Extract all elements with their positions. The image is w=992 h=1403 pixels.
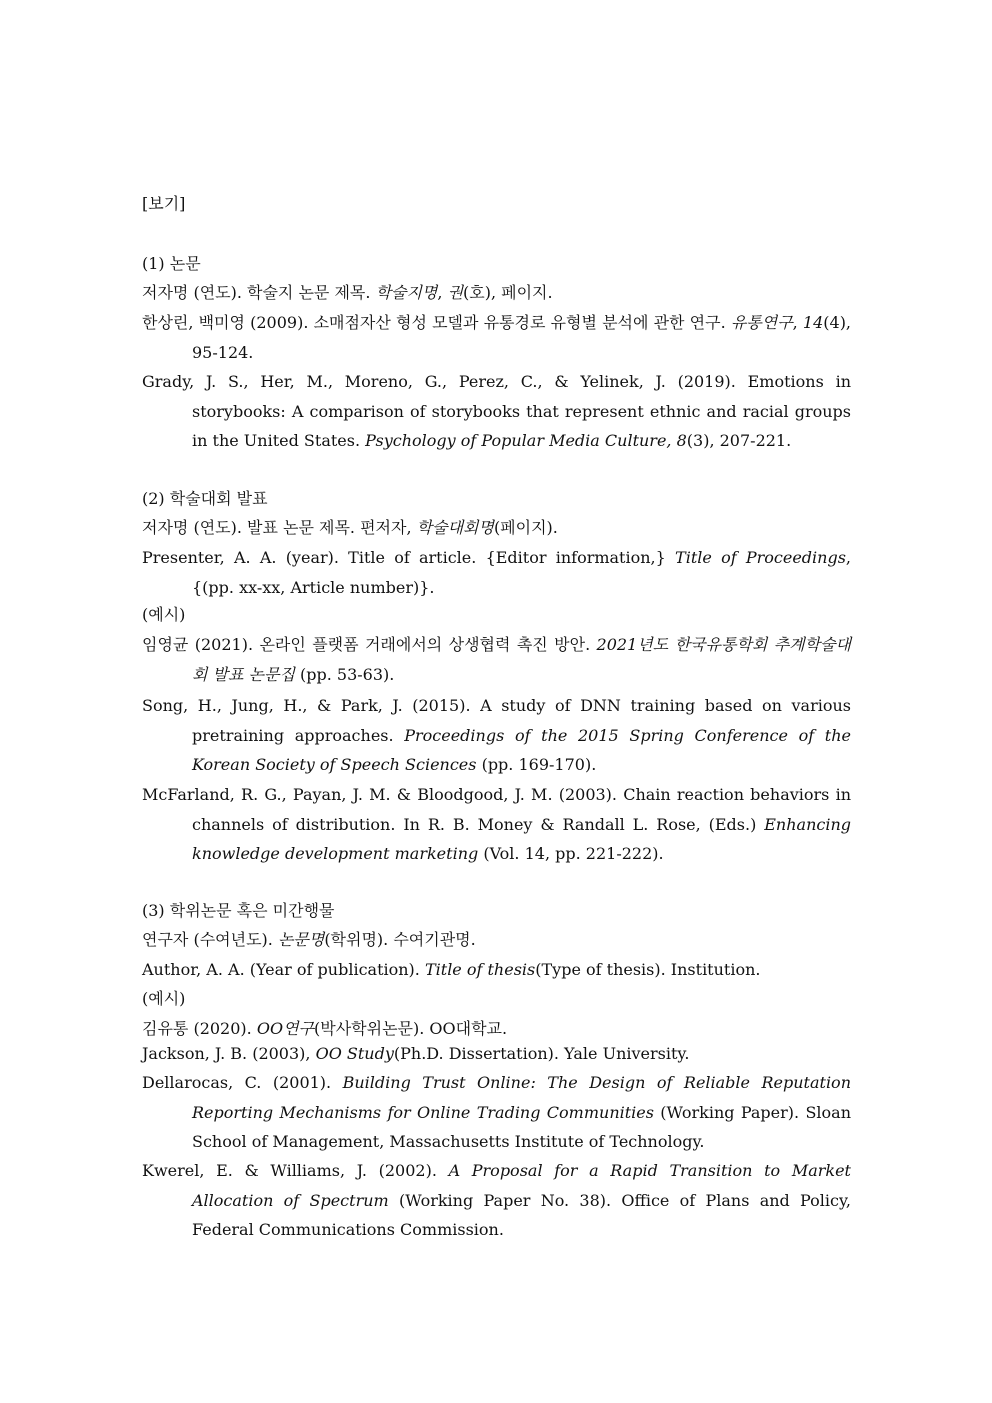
bogi-label: [보기] (142, 194, 186, 213)
section-3-heading: (3) 학위논문 혹은 미간행물 (142, 901, 335, 920)
section-3-format-en: Author, A. A. (Year of publication). Title of thesis(Type of thesis). Institution. (142, 960, 761, 979)
section-2-format-en: Presenter, A. A. (year). Title of article. {Editor information,} Title of Proceedings, {(pp. xx-xx, Article number)}. (142, 548, 852, 597)
example-label: (예시) (142, 605, 186, 624)
section-3-format: 연구자 (수여년도). 논문명(학위명). 수여기관명. (142, 930, 476, 949)
reference-entry: Dellarocas, C. (2001). Building Trust Online: The Design of Reliable Reputation Reporting Mechanisms for Online Trading Communities (Working Paper). Sloan School of Management, Massachusetts Institute of Technology. (142, 1073, 851, 1151)
reference-entry: Jackson, J. B. (2003), OO Study(Ph.D. Dissertation). Yale University. (142, 1044, 690, 1063)
section-1-heading: (1) 논문 (142, 254, 201, 273)
reference-entry: Grady, J. S., Her, M., Moreno, G., Perez, C., & Yelinek, J. (2019). Emotions in storybooks: A comparison of storybooks that represent ethnic and racial groups in the United States. Psychology of Popular Media Culture, 8(3), 207-221. (142, 372, 851, 450)
reference-entry: 김유통 (2020). OO연구(박사학위논문). OO대학교. (142, 1019, 508, 1038)
reference-entry: Song, H., Jung, H., & Park, J. (2015). A study of DNN training based on various pretraining approaches. Proceedings of the 2015 Spring Conference of the Korean Society of Speech Sciences (pp. 169-170). (142, 696, 851, 774)
section-1-format: 저자명 (연도). 학술지 논문 제목. 학술지명, 권(호), 페이지. (142, 283, 553, 302)
reference-entry: 한상린, 백미영 (2009). 소매점자산 형성 모델과 유통경로 유형별 분석에 관한 연구. 유통연구, 14(4), 95-124. (142, 313, 852, 362)
reference-entry: Kwerel, E. & Williams, J. (2002). A Proposal for a Rapid Transition to Market Allocation of Spectrum (Working Paper No. 38). Office of Plans and Policy, Federal Communications Commission. (142, 1161, 852, 1239)
section-2-format: 저자명 (연도). 발표 논문 제목. 편저자, 학술대회명(페이지). (142, 518, 558, 537)
example-label: (예시) (142, 989, 186, 1008)
reference-entry: 임영균 (2021). 온라인 플랫폼 거래에서의 상생협력 촉진 방안. 2021년도 한국유통학회 추계학술대회 발표 논문집 (pp. 53-63). (142, 635, 851, 684)
section-2-heading: (2) 학술대회 발표 (142, 489, 268, 508)
reference-entry: McFarland, R. G., Payan, J. M. & Bloodgood, J. M. (2003). Chain reaction behaviors in channels of distribution. In R. B. Money & Randall L. Rose, (Eds.) Enhancing knowledge development marketing (Vol. 14, pp. 221-222). (142, 785, 851, 863)
